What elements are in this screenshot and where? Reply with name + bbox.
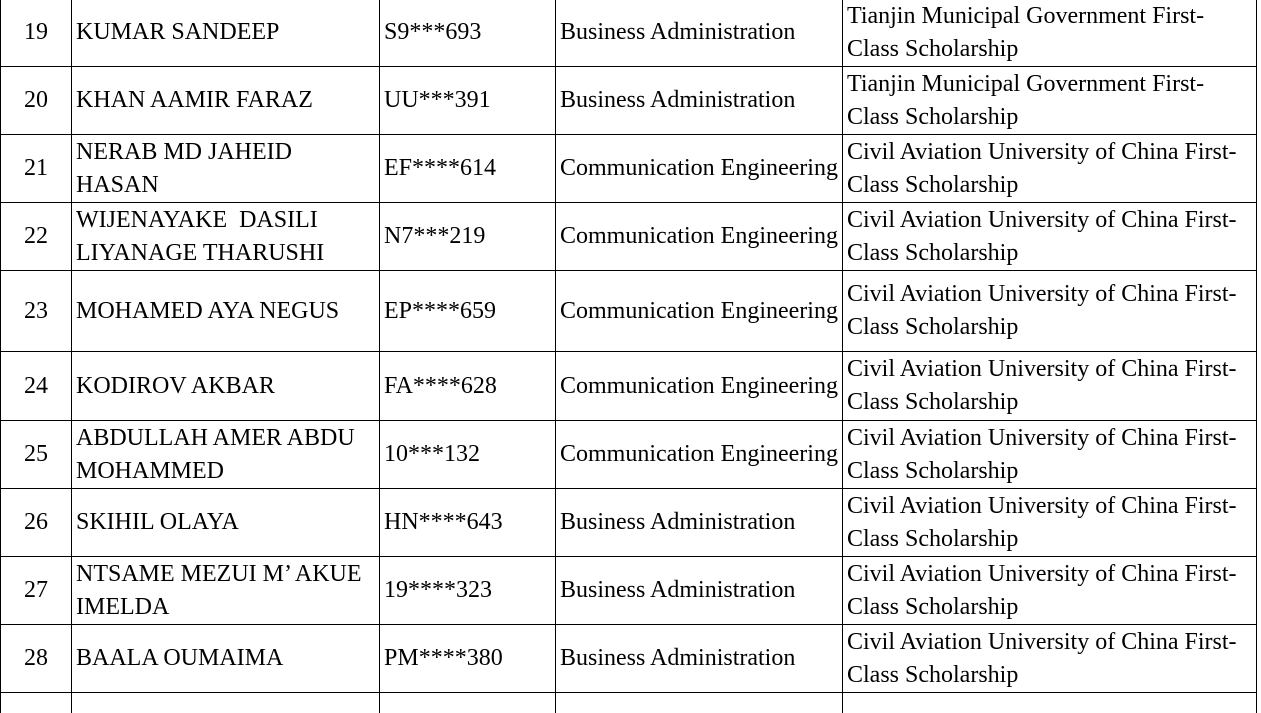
major: Communication Engineering xyxy=(556,203,843,271)
major: Business Administration xyxy=(556,0,843,67)
major: Business Administration xyxy=(556,67,843,135)
scholarship: Civil Aviation University of China First-Class Scholarship xyxy=(843,203,1257,271)
scholarship: Civil Aviation University of China First-Class Scholarship xyxy=(843,135,1257,203)
major: Communication Engineering xyxy=(556,421,843,489)
table-row-partial xyxy=(1,693,1257,713)
table-row xyxy=(1,0,1257,67)
table-row xyxy=(1,557,1257,625)
row-number: 24 xyxy=(1,352,72,421)
student-name: SKIHIL OLAYA xyxy=(72,489,380,557)
table-row xyxy=(1,625,1257,693)
row-number: 23 xyxy=(1,271,72,352)
passport-number: 19****323 xyxy=(380,557,556,625)
table-row xyxy=(1,135,1257,203)
scholarship: Civil Aviation University of China First-Class Scholarship xyxy=(843,489,1257,557)
row-number: 19 xyxy=(1,0,72,67)
row-number: 25 xyxy=(1,421,72,489)
row-number: 21 xyxy=(1,135,72,203)
student-name: NERAB MD JAHEID HASAN xyxy=(72,135,380,203)
major: Communication Engineering xyxy=(556,135,843,203)
scholarship: Tianjin Municipal Government First-Class Scholarship xyxy=(843,0,1257,67)
empty-cell xyxy=(843,693,1257,713)
empty-cell xyxy=(380,693,556,713)
passport-number: N7***219 xyxy=(380,203,556,271)
passport-number: 10***132 xyxy=(380,421,556,489)
row-number: 22 xyxy=(1,203,72,271)
major: Business Administration xyxy=(556,489,843,557)
row-number: 27 xyxy=(1,557,72,625)
student-name: KODIROV AKBAR xyxy=(72,352,380,421)
major: Business Administration xyxy=(556,625,843,693)
scholarship: Civil Aviation University of China First-Class Scholarship xyxy=(843,625,1257,693)
major: Communication Engineering xyxy=(556,271,843,352)
scholarship: Civil Aviation University of China First-Class Scholarship xyxy=(843,421,1257,489)
table-row xyxy=(1,203,1257,271)
student-name: WIJENAYAKE DASILI LIYANAGE THARUSHI xyxy=(72,203,380,271)
passport-number: EP****659 xyxy=(380,271,556,352)
student-name: ABDULLAH AMER ABDU MOHAMMED xyxy=(72,421,380,489)
row-number: 26 xyxy=(1,489,72,557)
student-name: MOHAMED AYA NEGUS xyxy=(72,271,380,352)
passport-number: UU***391 xyxy=(380,67,556,135)
major: Communication Engineering xyxy=(556,352,843,421)
student-name: NTSAME MEZUI M’ AKUE IMELDA xyxy=(72,557,380,625)
row-number: 20 xyxy=(1,67,72,135)
scholarship: Civil Aviation University of China First-Class Scholarship xyxy=(843,352,1257,421)
student-name: KUMAR SANDEEP xyxy=(72,0,380,67)
passport-number: FA****628 xyxy=(380,352,556,421)
table-row xyxy=(1,67,1257,135)
passport-number: S9***693 xyxy=(380,0,556,67)
scholarship: Civil Aviation University of China First-Class Scholarship xyxy=(843,271,1257,352)
empty-cell xyxy=(1,693,72,713)
passport-number: PM****380 xyxy=(380,625,556,693)
table-row xyxy=(1,271,1257,352)
scholarship: Tianjin Municipal Government First-Class Scholarship xyxy=(843,67,1257,135)
student-name: KHAN AAMIR FARAZ xyxy=(72,67,380,135)
empty-cell xyxy=(72,693,380,713)
scholarship: Civil Aviation University of China First-Class Scholarship xyxy=(843,557,1257,625)
table-row xyxy=(1,489,1257,557)
empty-cell xyxy=(556,693,843,713)
table-row xyxy=(1,352,1257,421)
student-name: BAALA OUMAIMA xyxy=(72,625,380,693)
row-number: 28 xyxy=(1,625,72,693)
passport-number: EF****614 xyxy=(380,135,556,203)
passport-number: HN****643 xyxy=(380,489,556,557)
major: Business Administration xyxy=(556,557,843,625)
table-row xyxy=(1,421,1257,489)
